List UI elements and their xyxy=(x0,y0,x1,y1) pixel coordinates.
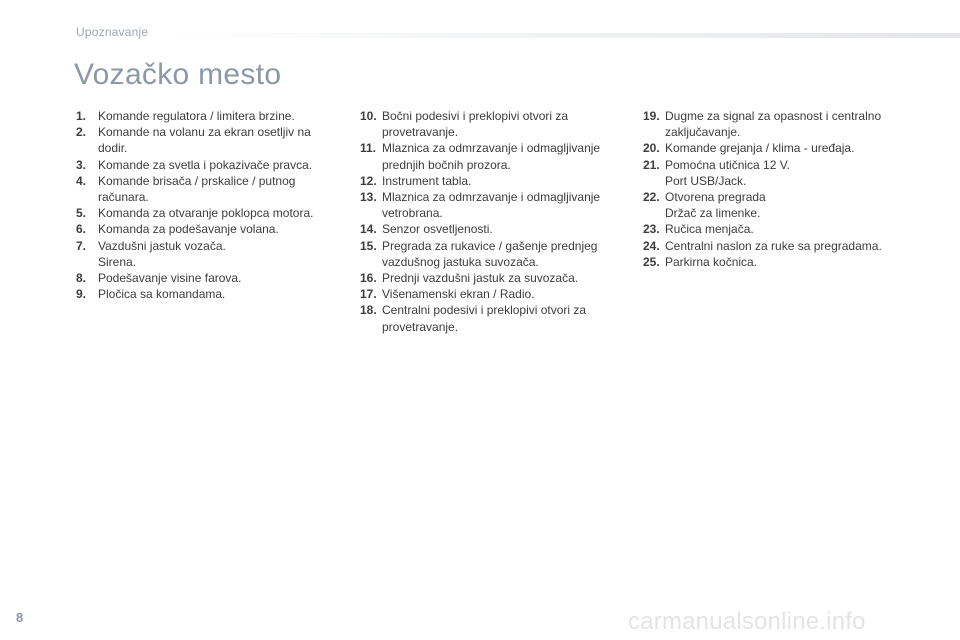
legend-item xyxy=(643,157,903,189)
legend-item xyxy=(360,238,612,270)
legend-number: 4. xyxy=(76,173,87,188)
legend-item xyxy=(643,108,903,140)
legend-column-1 xyxy=(76,108,334,302)
legend-text: Prednji vazdušni jastuk za suvozača. xyxy=(382,271,579,286)
section-label: Upoznavanje xyxy=(76,25,149,39)
legend-text: Višenamenski ekran / Radio. xyxy=(382,287,535,302)
legend-item xyxy=(76,173,334,205)
legend-number: 6. xyxy=(76,222,87,237)
legend-number: 5. xyxy=(76,206,87,221)
legend-item xyxy=(76,205,334,221)
legend-number: 1. xyxy=(76,109,87,123)
legend-text: Parkirna kočnica. xyxy=(665,254,758,269)
legend-text: Ručica menjača. xyxy=(665,222,754,237)
legend-number: 8. xyxy=(76,271,87,286)
legend-text: Vazdušni jastuk vozača. Sirena. xyxy=(98,238,226,269)
legend-number: 7. xyxy=(76,238,87,253)
header-divider xyxy=(160,33,960,38)
legend-number: 19. xyxy=(643,109,660,123)
legend-number: 2. xyxy=(76,125,87,140)
legend-item xyxy=(76,238,334,270)
legend-item xyxy=(76,270,334,286)
legend-number: 25. xyxy=(643,254,660,269)
legend-number: 10. xyxy=(360,109,377,123)
legend-column-3 xyxy=(643,108,903,270)
legend-text: Komande grejanja / klima - uređaja. xyxy=(665,141,855,156)
legend-text: Komande brisača / prskalice / putnog računara. xyxy=(98,173,296,205)
legend-text: Komande na volanu za ekran osetljiv na dodir. xyxy=(98,125,311,156)
legend-text: Komande za svetla i pokazivače pravca. xyxy=(98,157,313,172)
page-number: 8 xyxy=(16,610,24,625)
legend-number: 18. xyxy=(360,303,377,318)
legend-item xyxy=(360,221,612,237)
legend-text: Pregrada za rukavice / gašenje prednjeg vazdušnog jastuka suvozača. xyxy=(382,238,598,269)
legend-item xyxy=(643,254,903,270)
legend-number: 13. xyxy=(360,190,377,205)
legend-text: Komanda za podešavanje volana. xyxy=(98,222,279,237)
legend-text: Pločica sa komandama. xyxy=(98,287,226,302)
page-title: Vozačko mesto xyxy=(74,58,282,91)
legend-item xyxy=(76,108,334,124)
legend-text: Komanda za otvaranje poklopca motora. xyxy=(98,206,314,221)
legend-text: Instrument tabla. xyxy=(382,173,472,188)
legend-number: 9. xyxy=(76,287,87,302)
legend-item xyxy=(360,173,612,189)
legend-item xyxy=(643,238,903,254)
legend-text: Senzor osvetljenosti. xyxy=(382,222,493,237)
legend-text: Centralni podesivi i preklopivi otvori za provetravanje. xyxy=(382,303,587,334)
legend-number: 22. xyxy=(643,190,660,205)
legend-number: 23. xyxy=(643,222,660,237)
legend-item xyxy=(76,124,334,156)
legend-text: Dugme za signal za opasnost i centralno zaključavanje. xyxy=(665,109,882,140)
legend-item xyxy=(360,302,612,334)
legend-number: 14. xyxy=(360,222,377,237)
legend-text: Centralni naslon za ruke sa pregradama. xyxy=(665,238,882,253)
legend-number: 11. xyxy=(360,141,377,156)
legend-text: Otvorena pregrada Držač za limenke. xyxy=(665,190,766,221)
legend-number: 17. xyxy=(360,287,377,302)
legend-item xyxy=(643,189,903,221)
legend-number: 16. xyxy=(360,271,377,286)
legend-item xyxy=(76,157,334,173)
legend-text: Pomoćna utičnica 12 V. Port USB/Jack. xyxy=(665,157,790,188)
legend-number: 20. xyxy=(643,141,660,156)
legend-text: Mlaznica za odmrzavanje i odmagljivanje vetrobrana. xyxy=(382,190,601,221)
watermark: carmanualsonline.info xyxy=(628,608,866,635)
legend-item xyxy=(643,221,903,237)
legend-item xyxy=(643,140,903,156)
legend-number: 12. xyxy=(360,173,377,188)
legend-number: 15. xyxy=(360,238,377,253)
legend-item xyxy=(360,189,612,221)
legend-item xyxy=(360,140,612,172)
legend-item xyxy=(360,286,612,302)
legend-number: 24. xyxy=(643,238,660,253)
legend-item xyxy=(360,270,612,286)
legend-number: 21. xyxy=(643,157,660,172)
legend-item xyxy=(360,108,612,140)
legend-text: Mlaznica za odmrzavanje i odmagljivanje prednjih bočnih prozora. xyxy=(382,141,601,172)
legend-text: Podešavanje visine farova. xyxy=(98,271,242,286)
legend-item xyxy=(76,286,334,302)
legend-text: Komande regulatora / limitera brzine. xyxy=(98,109,295,123)
legend-text: Bočni podesivi i preklopivi otvori za provetravanje. xyxy=(382,109,569,140)
legend-column-2 xyxy=(360,108,612,335)
legend-item xyxy=(76,221,334,237)
legend-number: 3. xyxy=(76,157,87,172)
